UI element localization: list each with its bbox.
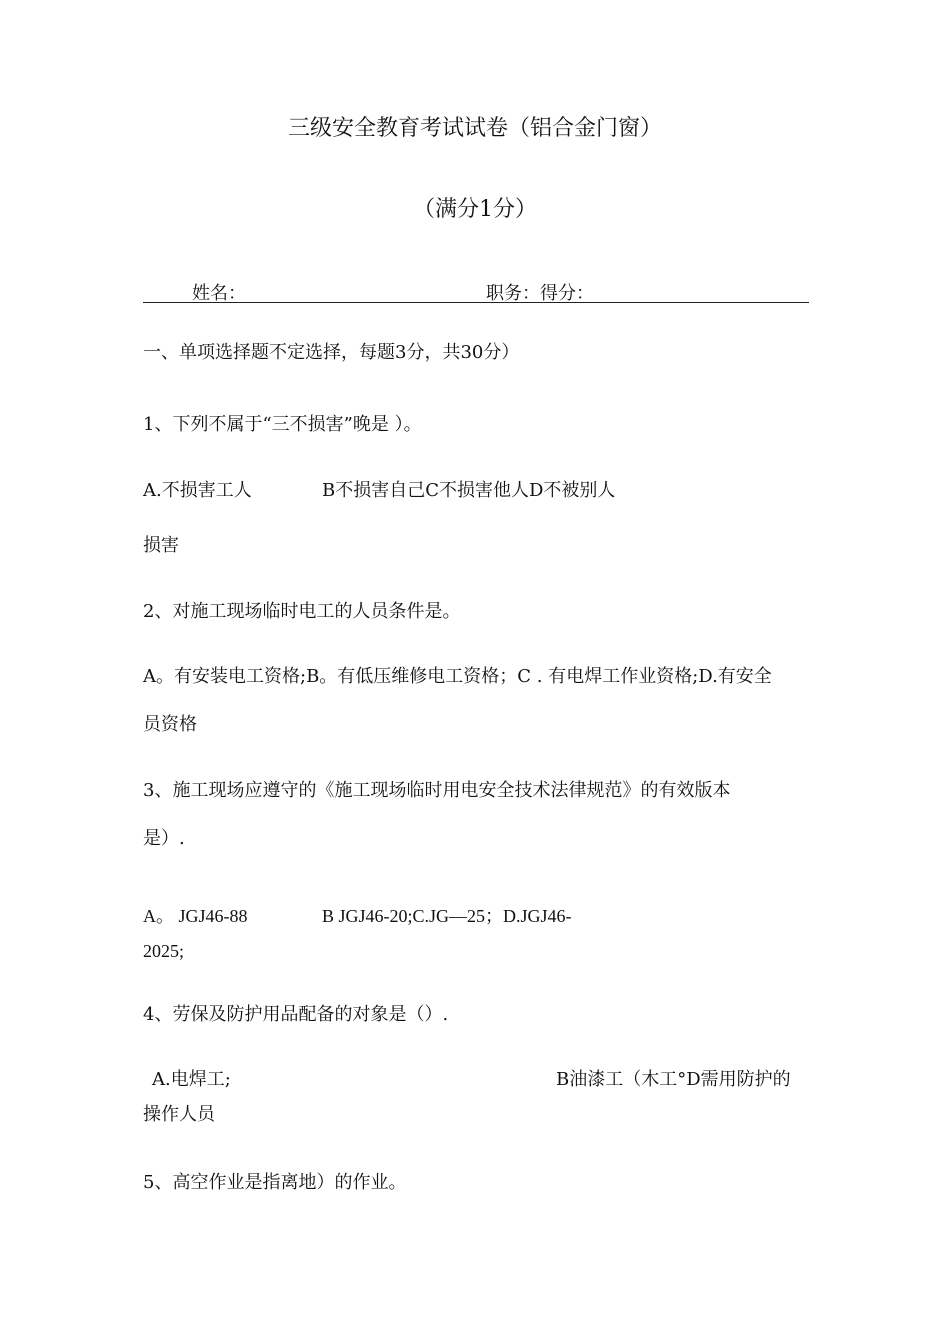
question-4-stem: 4、劳保及防护用品配备的对象是（）. xyxy=(143,1004,449,1025)
question-1-options-bcd: B不损害自己C不损害他人D不被别人 xyxy=(322,480,616,501)
question-1-stem: 1、下列不属于“三不损害”晚是 ）。 xyxy=(143,414,422,435)
question-3-stem: 3、施工现场应遵守的《施工现场临时用电安全技术法律规范》的有效版本 xyxy=(143,780,731,801)
question-4-option-a: A.电焊工; xyxy=(152,1069,231,1090)
question-3-options-bcd: B JGJ46-20;C.JG—25；D.JGJ46- xyxy=(322,906,572,926)
question-1-options-cont: 损害 xyxy=(143,535,179,556)
header-underline xyxy=(143,302,809,303)
question-4-options-cont: 操作人员 xyxy=(143,1104,215,1125)
exam-subtitle: （满分1分） xyxy=(413,197,537,222)
question-3-option-a: A。 JGJ46-88 xyxy=(143,906,248,926)
question-3-stem-cont: 是）. xyxy=(143,828,185,849)
exam-title: 三级安全教育考试试卷（铝合金门窗） xyxy=(287,116,662,141)
name-label: 姓名： xyxy=(192,283,246,304)
question-2-options-cont: 员资格 xyxy=(143,714,197,735)
section-heading: 一、单项选择题不定选择，每题3分，共30分） xyxy=(143,342,520,363)
question-3-options-cont: 2025; xyxy=(143,941,185,961)
question-2-stem: 2、对施工现场临时电工的人员条件是。 xyxy=(143,601,461,622)
position-score-label: 职务：得分： xyxy=(486,283,594,304)
question-5-stem: 5、高空作业是指离地）的作业。 xyxy=(143,1172,407,1193)
question-2-options: A。有安装电工资格;B。有低压维修电工资格；C . 有电焊工作业资格;D.有安全 xyxy=(143,666,772,687)
question-1-option-a: A.不损害工人 xyxy=(143,480,252,501)
question-4-options-bcd: B油漆工（木工°D需用防护的 xyxy=(556,1069,791,1090)
